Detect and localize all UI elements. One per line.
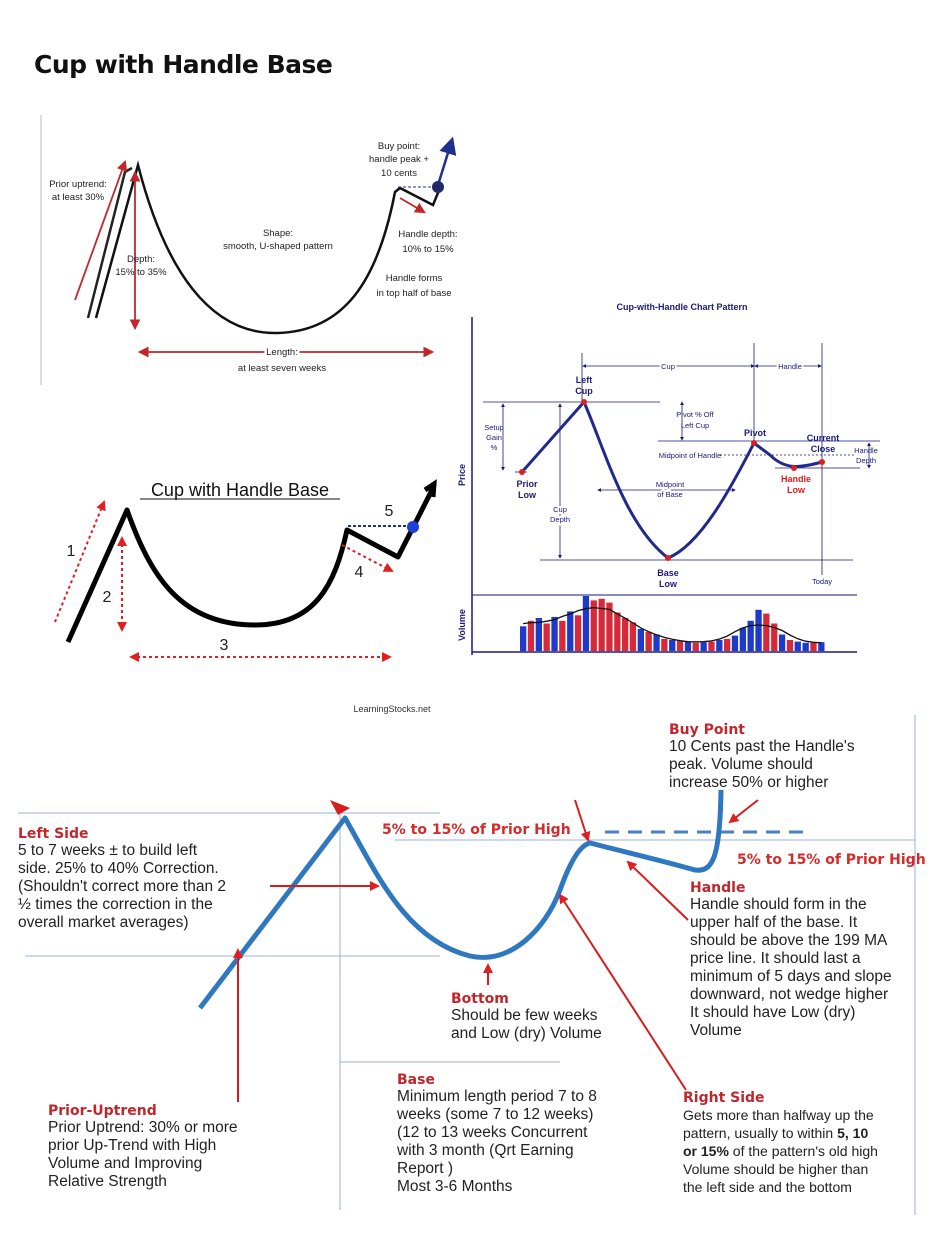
panel3-handle-low-label-2: Low xyxy=(787,485,805,495)
panel4-right-side-line-5: the left side and the bottom xyxy=(683,1179,852,1195)
panel1-buy-point-label-2: handle peak + xyxy=(369,154,429,165)
panel3-cup-depth-label-1: Cup xyxy=(553,505,567,514)
volume-bar xyxy=(795,642,801,651)
panel2-number-5: 5 xyxy=(384,503,394,520)
panel1-uptrend-line xyxy=(88,168,132,318)
panel3-left-cup-label-2: Cup xyxy=(575,386,593,396)
panel4-prior-high-right: 5% to 15% of Prior High xyxy=(737,852,926,868)
panel3-pivot-pct-label-2: Left Cup xyxy=(680,421,710,430)
volume-bar xyxy=(685,642,691,651)
panel3-setup-gain-label-1: Setup xyxy=(484,423,504,432)
panel3-left-cup-label-1: Left xyxy=(575,375,593,385)
panel3-prior-low-label-1: Prior xyxy=(516,479,538,489)
volume-bar xyxy=(669,640,675,651)
panel4-base-line-1: Minimum length period 7 to 8 xyxy=(397,1088,597,1105)
panel3-current-close-label-1: Current xyxy=(806,433,840,443)
volume-bar xyxy=(575,615,581,651)
volume-bar xyxy=(559,621,565,651)
panel3-cup-label: Cup xyxy=(661,362,675,371)
volume-bar xyxy=(551,617,557,651)
panel1-handle-depth-label-2: 10% to 15% xyxy=(402,244,454,255)
panel1-depth-label-1: Depth: xyxy=(127,254,155,265)
panel1-handle-depth-label-1: Handle depth: xyxy=(398,229,458,240)
panel1-shape-label-1: Shape: xyxy=(262,228,294,239)
panel3-handle-depth-label-2: Depth xyxy=(855,456,877,465)
volume-bar xyxy=(787,640,793,651)
panel2-number-4: 4 xyxy=(354,564,364,581)
panel3-midpoint-base-label-2: of Base xyxy=(657,490,683,499)
volume-bar xyxy=(599,599,605,651)
panel1-length-label-2: at least seven weeks xyxy=(237,363,327,374)
panel1-shape-label-2: smooth, U-shaped pattern xyxy=(223,241,333,252)
panel1-prior-uptrend-label-1: Prior uptrend: xyxy=(49,179,107,190)
panel3-base-low-label-2: Low xyxy=(659,579,677,589)
panel3-cup-depth-label-2: Depth xyxy=(549,515,571,524)
panel1-depth-label-2: 15% to 35% xyxy=(115,267,167,278)
panel4-prior-uptrend-line-4: Relative Strength xyxy=(48,1173,167,1190)
panel1-length-label-1: Length: xyxy=(266,347,298,358)
panel3-source: LearningStocks.net xyxy=(353,704,431,714)
volume-bar xyxy=(810,643,816,651)
panel4-left-side-line-1: 5 to 7 weeks ± to build left xyxy=(18,842,198,859)
volume-bar xyxy=(732,636,738,651)
panel2-buy-point-dot xyxy=(407,521,419,533)
panel3-handle-label: Handle xyxy=(778,362,802,371)
volume-bar xyxy=(716,640,722,651)
panel3-handle-depth-label-1: Handle xyxy=(854,446,878,455)
panel4-handle-block xyxy=(690,880,920,1040)
panel3-handle-low-dot xyxy=(791,465,797,471)
panel4-bottom-title: Bottom xyxy=(451,991,509,1007)
panel4-base-line-2: weeks (some 7 to 12 weeks) xyxy=(397,1106,594,1123)
panel4-right-side-line-2a: pattern, usually to within xyxy=(683,1125,838,1141)
volume-bar xyxy=(763,614,769,651)
panel3-left-cup-dot xyxy=(581,399,587,405)
panel4-left-side-line-4: ½ times the correction in the xyxy=(18,896,213,913)
panel4-handle-title: Handle xyxy=(690,880,746,896)
panel4-prior-uptrend-title: Prior-Uptrend xyxy=(48,1103,157,1119)
panel1-prior-uptrend-label-2: at least 30% xyxy=(51,192,105,203)
panel3-handle-low-label-1: Handle xyxy=(780,474,812,484)
panel3-title: Cup-with-Handle Chart Pattern xyxy=(616,302,748,312)
panel1-buy-arrow xyxy=(438,140,452,185)
panel4-buy-point-title: Buy Point xyxy=(669,722,745,738)
panel4-base-line-6: Most 3-6 Months xyxy=(397,1178,513,1195)
panel3-prior-low-label-2: Low xyxy=(518,490,536,500)
volume-bar xyxy=(693,643,699,651)
panel4-prior-uptrend-line-1: Prior Uptrend: 30% or more xyxy=(48,1119,238,1136)
panel4-base-block xyxy=(397,1072,647,1196)
panel1-handle-forms-label-1: Handle forms xyxy=(385,273,443,284)
panel4-handle-line-3: should be above the 199 MA xyxy=(690,932,888,949)
volume-bar xyxy=(583,596,589,651)
panel4-right-side-title: Right Side xyxy=(683,1090,765,1106)
panel4-handle-line-8: Volume xyxy=(690,1022,742,1039)
panel4-buy-point-block xyxy=(669,722,919,792)
panel4-base-line-5: Report ) xyxy=(397,1160,453,1177)
panel2-number-3: 3 xyxy=(219,637,229,654)
panel4-right-side-line-3a: or 15% xyxy=(683,1143,729,1159)
volume-bar xyxy=(740,628,746,651)
volume-bar xyxy=(630,622,636,651)
panel3-base-low-label-1: Base xyxy=(657,568,679,578)
volume-bar xyxy=(544,624,550,652)
panel4-right-side-line-3 xyxy=(683,1142,923,1160)
panel4-prior-uptrend-block xyxy=(48,1103,288,1191)
panel4-right-side-line-4: Volume should be higher than xyxy=(683,1161,869,1177)
panel1-buy-point-dot xyxy=(432,181,444,193)
panel4-bottom-line-2: and Low (dry) Volume xyxy=(451,1025,602,1042)
volume-bar xyxy=(818,642,824,651)
panel4-handle-line-6: downward, not wedge higher xyxy=(690,986,889,1003)
volume-bar xyxy=(622,618,628,651)
panel3-setup-gain-label-3: % xyxy=(490,443,498,452)
volume-bar xyxy=(779,635,785,652)
panel4-prior-uptrend-line-3: Volume and Improving xyxy=(48,1155,203,1172)
panel4-right-side-line-3b: of the pattern's old high xyxy=(728,1143,878,1159)
panel3-today-label: Today xyxy=(811,577,833,586)
panel2-number-1: 1 xyxy=(66,543,76,560)
panel4-handle-line-4: price line. It should last a xyxy=(690,950,861,967)
panel3-y-axis-label: Price xyxy=(457,463,467,487)
panel4-base-line-4: with 3 month (Qrt Earning xyxy=(397,1142,574,1159)
volume-bar xyxy=(646,632,652,651)
volume-bar xyxy=(638,629,644,651)
panel3-midpoint-base-label-1: Midpoint xyxy=(655,480,685,489)
panel1-handle-forms-label-2: in top half of base xyxy=(376,288,452,299)
volume-bar xyxy=(528,621,534,651)
panel4-buy-point-line-2: peak. Volume should xyxy=(669,756,813,773)
panel4-right-side-line-1: Gets more than halfway up the xyxy=(683,1107,874,1123)
panel3-current-close-dot xyxy=(819,459,825,465)
panel4-handle-line-2: upper half of the base. It xyxy=(690,914,858,931)
volume-bar xyxy=(567,611,573,651)
panel1-handle-arrow xyxy=(400,198,424,212)
panel4-bottom-block xyxy=(451,991,651,1043)
volume-bar xyxy=(677,641,683,651)
panel4-handle-line-7: It should have Low (dry) xyxy=(690,1004,856,1021)
panel2-title: Cup with Handle Base xyxy=(150,480,330,500)
panel4-left-side-line-2: side. 25% to 40% Correction. xyxy=(18,860,219,877)
panel4-right-side-block xyxy=(683,1090,923,1196)
panel3-midpoint-handle-label: Midpoint of Handle xyxy=(658,451,722,460)
panel4-red-arrows xyxy=(238,800,758,1102)
panel4-left-side-title: Left Side xyxy=(18,826,89,842)
panel4-base-line-3: (12 to 13 weeks Concurrent xyxy=(397,1124,588,1141)
volume-bar xyxy=(520,626,526,651)
volume-bar xyxy=(708,642,714,651)
volume-bar xyxy=(661,639,667,651)
page-title: Cup with Handle Base xyxy=(34,50,333,79)
volume-bar xyxy=(653,635,659,652)
panel2-number-2: 2 xyxy=(102,589,112,606)
panel3-pivot-pct-label-1: Pivot % Off xyxy=(676,410,714,419)
panel4-handle-line-5: minimum of 5 days and slope xyxy=(690,968,892,985)
panel4-base-title: Base xyxy=(397,1072,435,1088)
panel3-volume-axis-label: Volume xyxy=(457,609,467,641)
volume-bar xyxy=(803,643,809,651)
panel3-volume-bars xyxy=(520,596,825,651)
panel3-pivot-label: Pivot xyxy=(743,428,767,438)
volume-bar xyxy=(701,642,707,651)
panel4-right-side-line-2b: 5, 10 xyxy=(837,1125,869,1141)
panel3-pivot-dot xyxy=(751,440,757,446)
panel3-prior-low-dot xyxy=(519,469,525,475)
panel4-prior-high-left: 5% to 15% of Prior High xyxy=(382,822,571,838)
panel4-prior-uptrend-line-2: prior Up-Trend with High xyxy=(48,1137,217,1154)
panel4-buy-point-line-1: 10 Cents past the Handle's xyxy=(669,738,855,755)
panel3-current-close-label-2: Close xyxy=(810,444,836,454)
panel4-buy-point-line-3: increase 50% or higher xyxy=(669,774,829,791)
volume-bar xyxy=(755,610,761,651)
panel1-buy-point-label-1: Buy point: xyxy=(377,141,421,152)
volume-bar xyxy=(614,613,620,652)
panel2-uptrend-arrow xyxy=(55,502,104,622)
panel1-buy-point-label-3: 10 cents xyxy=(381,168,417,179)
panel4-left-side-block xyxy=(18,826,278,932)
panel4-right-side-line-2 xyxy=(683,1124,923,1142)
panel4-handle-line-1: Handle should form in the xyxy=(690,896,867,913)
panel4-left-side-line-5: overall market averages) xyxy=(18,914,189,931)
panel3-base-low-dot xyxy=(665,555,671,561)
panel4-left-side-line-3: (Shouldn't correct more than 2 xyxy=(18,878,227,895)
panel4-bottom-line-1: Should be few weeks xyxy=(451,1007,598,1024)
volume-bar xyxy=(724,639,730,651)
panel3-setup-gain-label-2: Gain xyxy=(486,433,502,442)
